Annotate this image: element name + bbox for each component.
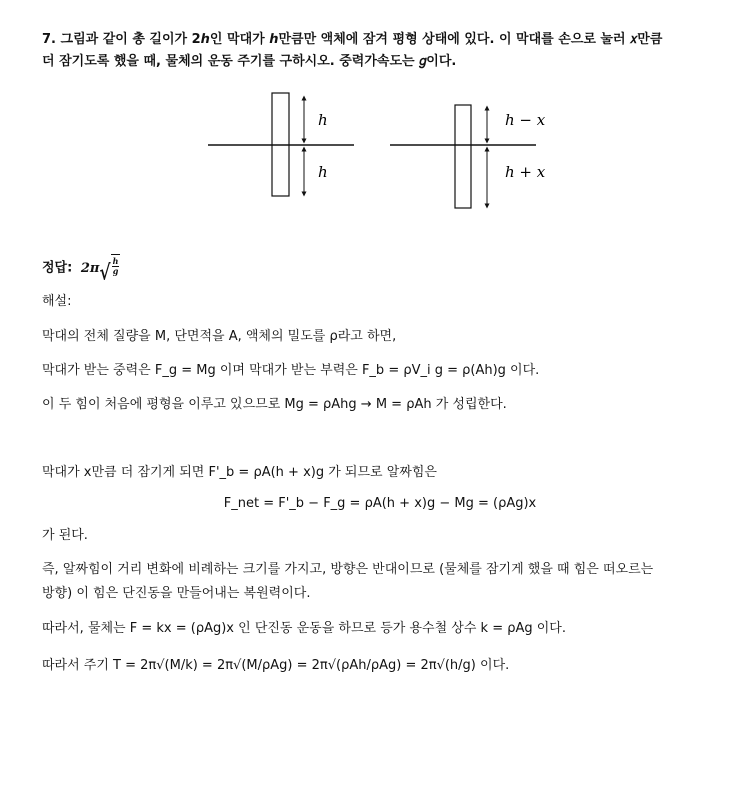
right-rod: [455, 105, 471, 208]
problem-line-2-text: 더 잠기도록 했을 때, 물체의 운동 주기를 구하시오. 중력가속도는 𝑔이다.: [42, 54, 457, 69]
right-top-label: h − x: [505, 111, 546, 129]
explanation-p7a: 즉, 알짜힘이 거리 변화에 비례하는 크기를 가지고, 방향은 반대이므로 (물체를 잠기게 했을 때 힘은 떠오르는: [42, 562, 654, 577]
explanation-p9: 따라서 주기 T = 2π√(M/k) = 2π√(M/ρAg) = 2π√(ρAh/ρAg) = 2π√(h/g) 이다.: [42, 658, 510, 673]
right-diagram: [390, 105, 546, 208]
explanation-heading: 해설:: [42, 294, 72, 309]
explanation-p6: 가 된다.: [42, 528, 88, 543]
problem-line-1-text: 7. 그림과 같이 총 길이가 2ℎ인 막대가 ℎ만큼만 액체에 잠겨 평형 상태에 있다. 이 막대를 손으로 눌러 𝑥만큼: [42, 32, 663, 47]
answer-den: g: [112, 266, 119, 276]
problem-line-1: [42, 28, 718, 52]
answer-num: h: [112, 256, 119, 266]
explanation-p1: 막대의 전체 질량을 M, 단면적을 A, 액체의 밀도를 ρ라고 하면,: [42, 329, 397, 344]
explanation-p8: 따라서, 물체는 F = kx = (ρAg)x 인 단진동 운동을 하므로 등가 용수철 상수 k = ρAg 이다.: [42, 621, 567, 636]
answer-prefix: 2π: [80, 260, 100, 276]
rod-figure: [200, 86, 560, 216]
problem-line-2: [42, 50, 718, 74]
explanation-p5: F_net = F'_b − F_g = ρA(h + x)g − Mg = (ρAg)x: [223, 496, 537, 511]
answer-root: √ $\frac{h}{g}$: [99, 256, 119, 286]
explanation-p2: 막대가 받는 중력은 F_g = Mg 이며 막대가 받는 부력은 F_b = ρV_i g = ρ(Ah)g 이다.: [42, 363, 540, 378]
left-diagram: [208, 93, 354, 196]
left-bottom-label: h: [318, 163, 328, 181]
left-top-label: h: [318, 111, 328, 129]
answer-line: [42, 254, 718, 286]
explanation-p3: 이 두 힘이 처음에 평형을 이루고 있으므로 Mg = ρAhg → M = ρAh 가 성립한다.: [42, 397, 507, 412]
answer-label: 정답:: [42, 260, 73, 276]
explanation-p7b: 방향) 이 힘은 단진동을 만들어내는 복원력이다.: [42, 586, 311, 601]
explanation-p4: 막대가 x만큼 더 잠기게 되면 F'_b = ρA(h + x)g 가 되므로 알짜힘은: [42, 465, 437, 480]
right-bottom-label: h + x: [505, 163, 546, 181]
